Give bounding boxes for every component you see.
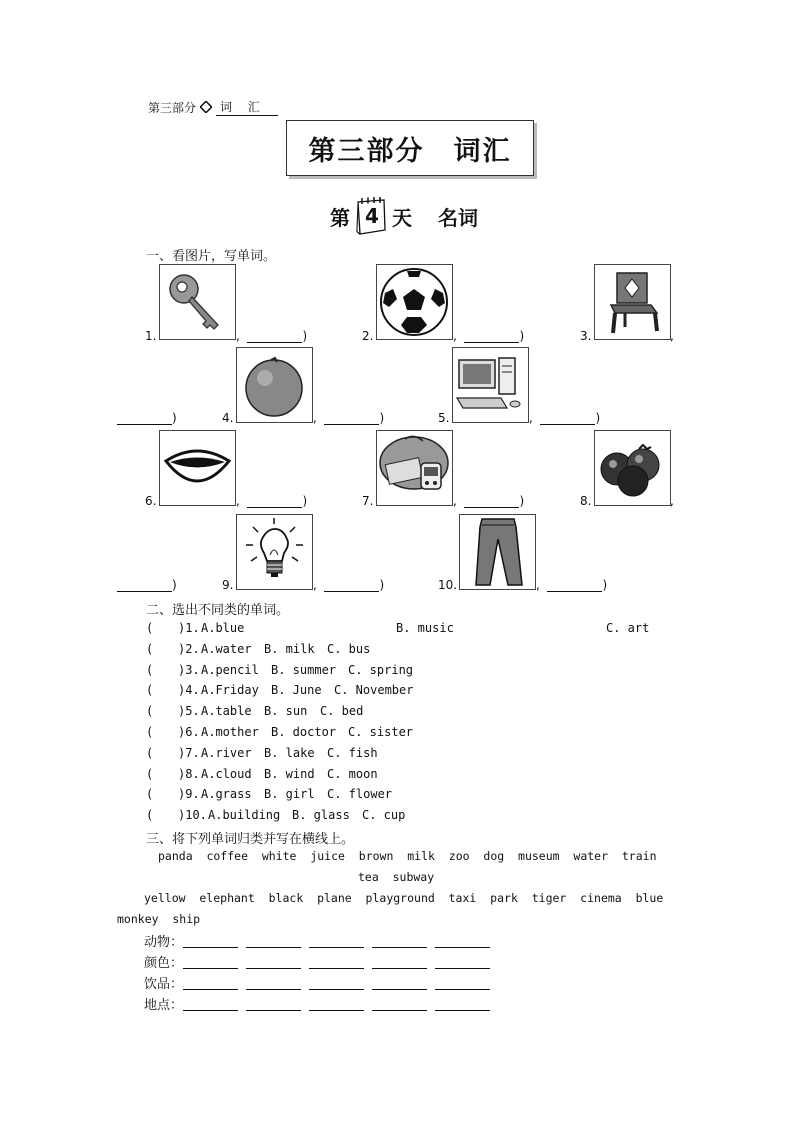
option-c: C. bus	[327, 641, 371, 656]
answer-paren-open[interactable]: (	[146, 808, 154, 823]
answer-blank[interactable]	[372, 933, 427, 948]
option-a: A.table	[201, 704, 252, 719]
calendar-icon	[354, 196, 388, 236]
option-b: B. June	[271, 683, 322, 698]
answer-paren-open[interactable]: (	[146, 745, 154, 760]
item-number: 6.	[145, 494, 157, 508]
category-row	[144, 931, 498, 950]
answer-paren-open[interactable]: (	[146, 787, 154, 802]
trousers-icon	[459, 514, 536, 590]
option-c: C. cup	[362, 808, 406, 823]
question-number: )1.	[178, 621, 200, 635]
category-label: 颜色：	[144, 956, 184, 971]
computer-icon	[452, 347, 529, 423]
option-a: A.blue	[201, 621, 245, 635]
option-c: C. November	[334, 683, 414, 698]
answer-paren-open[interactable]: (	[146, 683, 154, 698]
option-b: B. summer	[271, 662, 337, 677]
day-suffix: 天	[392, 205, 412, 230]
tomatoes-icon	[594, 430, 671, 506]
answer-blank[interactable]	[309, 975, 364, 990]
option-a: A.cloud	[201, 766, 252, 781]
option-b: B. music	[396, 621, 454, 635]
item-number: 8.	[580, 494, 592, 508]
question-number: )7.	[178, 745, 200, 760]
answer-blank[interactable]	[309, 996, 364, 1011]
option-b: B. sun	[264, 704, 308, 719]
answer-blank[interactable]	[183, 996, 238, 1011]
category-row	[144, 973, 498, 992]
item-separator: )	[117, 578, 177, 592]
word-bank-line: yellow elephant black plane playground taxi park tiger cinema blue	[144, 891, 664, 905]
answer-paren-open[interactable]: (	[146, 704, 154, 719]
section3-heading: 三、将下列单词归类并写在横线上。	[146, 832, 355, 847]
category-row	[144, 952, 498, 971]
day-number: 4	[365, 204, 379, 228]
answer-paren-open[interactable]: (	[146, 641, 154, 656]
light-bulb-icon	[236, 514, 313, 590]
page-header	[148, 98, 278, 116]
question-number: )3.	[178, 662, 200, 677]
option-a: A.mother	[201, 725, 259, 739]
train-icon	[376, 430, 453, 506]
answer-blank[interactable]	[246, 933, 301, 948]
answer-blank[interactable]	[435, 933, 490, 948]
option-c: C. moon	[327, 766, 378, 781]
item-separator: )	[117, 411, 177, 425]
question-number: )9.	[178, 787, 200, 802]
item-number: 10.	[438, 578, 458, 592]
key-icon	[159, 264, 236, 340]
question-number: )5.	[178, 704, 200, 719]
answer-paren-open[interactable]: (	[146, 662, 154, 677]
item-separator: , )	[453, 329, 525, 343]
category-label: 饮品：	[144, 977, 184, 992]
answer-blank[interactable]	[435, 954, 490, 969]
section2-heading: 二、选出不同类的单词。	[146, 603, 290, 618]
answer-blank[interactable]	[309, 954, 364, 969]
option-a: A.building	[208, 808, 281, 823]
option-b: B. milk	[264, 641, 315, 656]
day-title	[330, 196, 478, 236]
item-number: 9.	[222, 578, 234, 592]
option-a: A.pencil	[201, 662, 259, 677]
item-number: 1.	[145, 329, 157, 343]
answer-paren-open[interactable]: (	[146, 725, 154, 739]
item-number: 7.	[362, 494, 374, 508]
question-number: )10.	[178, 808, 207, 823]
question-number: )8.	[178, 766, 200, 781]
option-b: B. lake	[264, 745, 315, 760]
answer-blank[interactable]	[435, 975, 490, 990]
answer-blank[interactable]	[246, 975, 301, 990]
option-c: C. fish	[327, 745, 378, 760]
item-separator: , )	[313, 411, 385, 425]
item-separator: , )	[236, 329, 308, 343]
answer-blank[interactable]	[309, 933, 364, 948]
option-a: A.water	[201, 641, 252, 656]
option-b: B. doctor	[271, 725, 337, 739]
diamond-icon	[200, 101, 212, 113]
category-label: 动物：	[144, 935, 184, 950]
soccer-ball-icon	[376, 264, 453, 340]
part-title-box: 第三部分 词汇	[286, 120, 534, 176]
word-bank-line: panda coffee white juice brown milk zoo dog museum water train	[158, 849, 657, 863]
word-bank-line: monkey ship	[117, 912, 201, 926]
item-separator: , )	[529, 411, 601, 425]
day-prefix: 第	[330, 205, 350, 230]
option-a: A.river	[201, 745, 252, 760]
header-section: 词 汇	[216, 98, 278, 116]
answer-blank[interactable]	[183, 954, 238, 969]
header-part: 第三部分	[148, 100, 197, 115]
answer-blank[interactable]	[372, 996, 427, 1011]
answer-paren-open[interactable]: (	[146, 766, 154, 781]
category-row	[144, 994, 498, 1013]
answer-blank[interactable]	[183, 933, 238, 948]
answer-blank[interactable]	[435, 996, 490, 1011]
question-number: )4.	[178, 683, 200, 698]
answer-paren-open[interactable]: (	[146, 621, 154, 635]
option-c: C. spring	[348, 662, 414, 677]
question-number: )2.	[178, 641, 200, 656]
orange-icon	[236, 347, 313, 423]
chair-icon	[594, 264, 671, 340]
answer-blank[interactable]	[372, 954, 427, 969]
option-b: B. wind	[264, 766, 315, 781]
question-number: )6.	[178, 725, 200, 739]
answer-blank[interactable]	[372, 975, 427, 990]
option-c: C. sister	[348, 725, 414, 739]
item-number: 2.	[362, 329, 374, 343]
category-label: 地点：	[144, 998, 184, 1013]
answer-blank[interactable]	[246, 996, 301, 1011]
option-a: A.Friday	[201, 683, 259, 698]
answer-blank[interactable]	[246, 954, 301, 969]
item-separator: , )	[453, 494, 525, 508]
item-separator: , )	[313, 578, 385, 592]
option-c: C. flower	[327, 787, 393, 802]
option-c: C. bed	[320, 704, 364, 719]
option-c: C. art	[606, 621, 650, 635]
option-a: A.grass	[201, 787, 252, 802]
item-number: 5.	[438, 411, 450, 425]
section1-heading: 一、看图片，写单词。	[146, 249, 277, 264]
option-b: B. glass	[292, 808, 350, 823]
item-number: 3.	[580, 329, 592, 343]
option-b: B. girl	[264, 787, 315, 802]
answer-blank[interactable]	[183, 975, 238, 990]
item-separator: , )	[536, 578, 608, 592]
mouth-icon	[159, 430, 236, 506]
word-bank-line: tea subway	[358, 870, 435, 884]
item-separator: , )	[236, 494, 308, 508]
item-number: 4.	[222, 411, 234, 425]
day-topic: 名词	[438, 205, 478, 230]
